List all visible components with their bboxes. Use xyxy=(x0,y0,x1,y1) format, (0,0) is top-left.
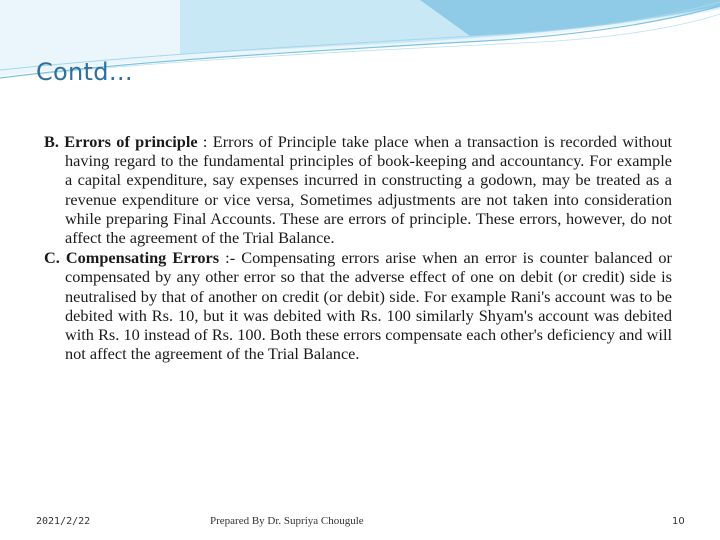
paragraph-separator: : xyxy=(197,132,213,151)
slide-page-number: 10 xyxy=(672,516,685,527)
paragraph-text: Compensating errors arise when an error is counter balanced or compensated by any other error so that the adverse effect of one on debit (or credit) side is neutralised by that of another on credit (or debit) side. For example Rani's account was to be debited with Rs. 10, but it was debited with Rs. 100 similarly Shyam's account was debited with Rs. 10 instead of Rs. 100. Both these errors compensate each other's deficiency and will not affect the agreement of the Trial Balance. xyxy=(65,248,672,364)
paragraph-heading: B. Errors of principle xyxy=(44,132,198,151)
paragraph-compensating-errors xyxy=(44,248,672,363)
footer-credit: Prepared By Dr. Supriya Chougule xyxy=(210,515,364,527)
paragraph-text: Errors of Principle take place when a transaction is recorded without having regard to the fundamental principles of book-keeping and accountancy. For example a capital expenditure, say expenses incurred in constructing a godown, may be treated as a revenue expenditure or vice versa, Sometimes adjustments are not taken into consideration while preparing Final Accounts. These are errors of principle. These errors, however, do not affect the agreement of the Trial Balance. xyxy=(65,132,673,248)
paragraph-separator: :- xyxy=(219,248,242,268)
paragraph-errors-of-principle xyxy=(44,132,672,247)
footer-date: 2021/2/22 xyxy=(36,516,91,527)
slide-title: Contd… xyxy=(36,58,134,86)
slide-body xyxy=(44,132,672,364)
paragraph-heading: C. Compensating Errors xyxy=(44,248,220,268)
